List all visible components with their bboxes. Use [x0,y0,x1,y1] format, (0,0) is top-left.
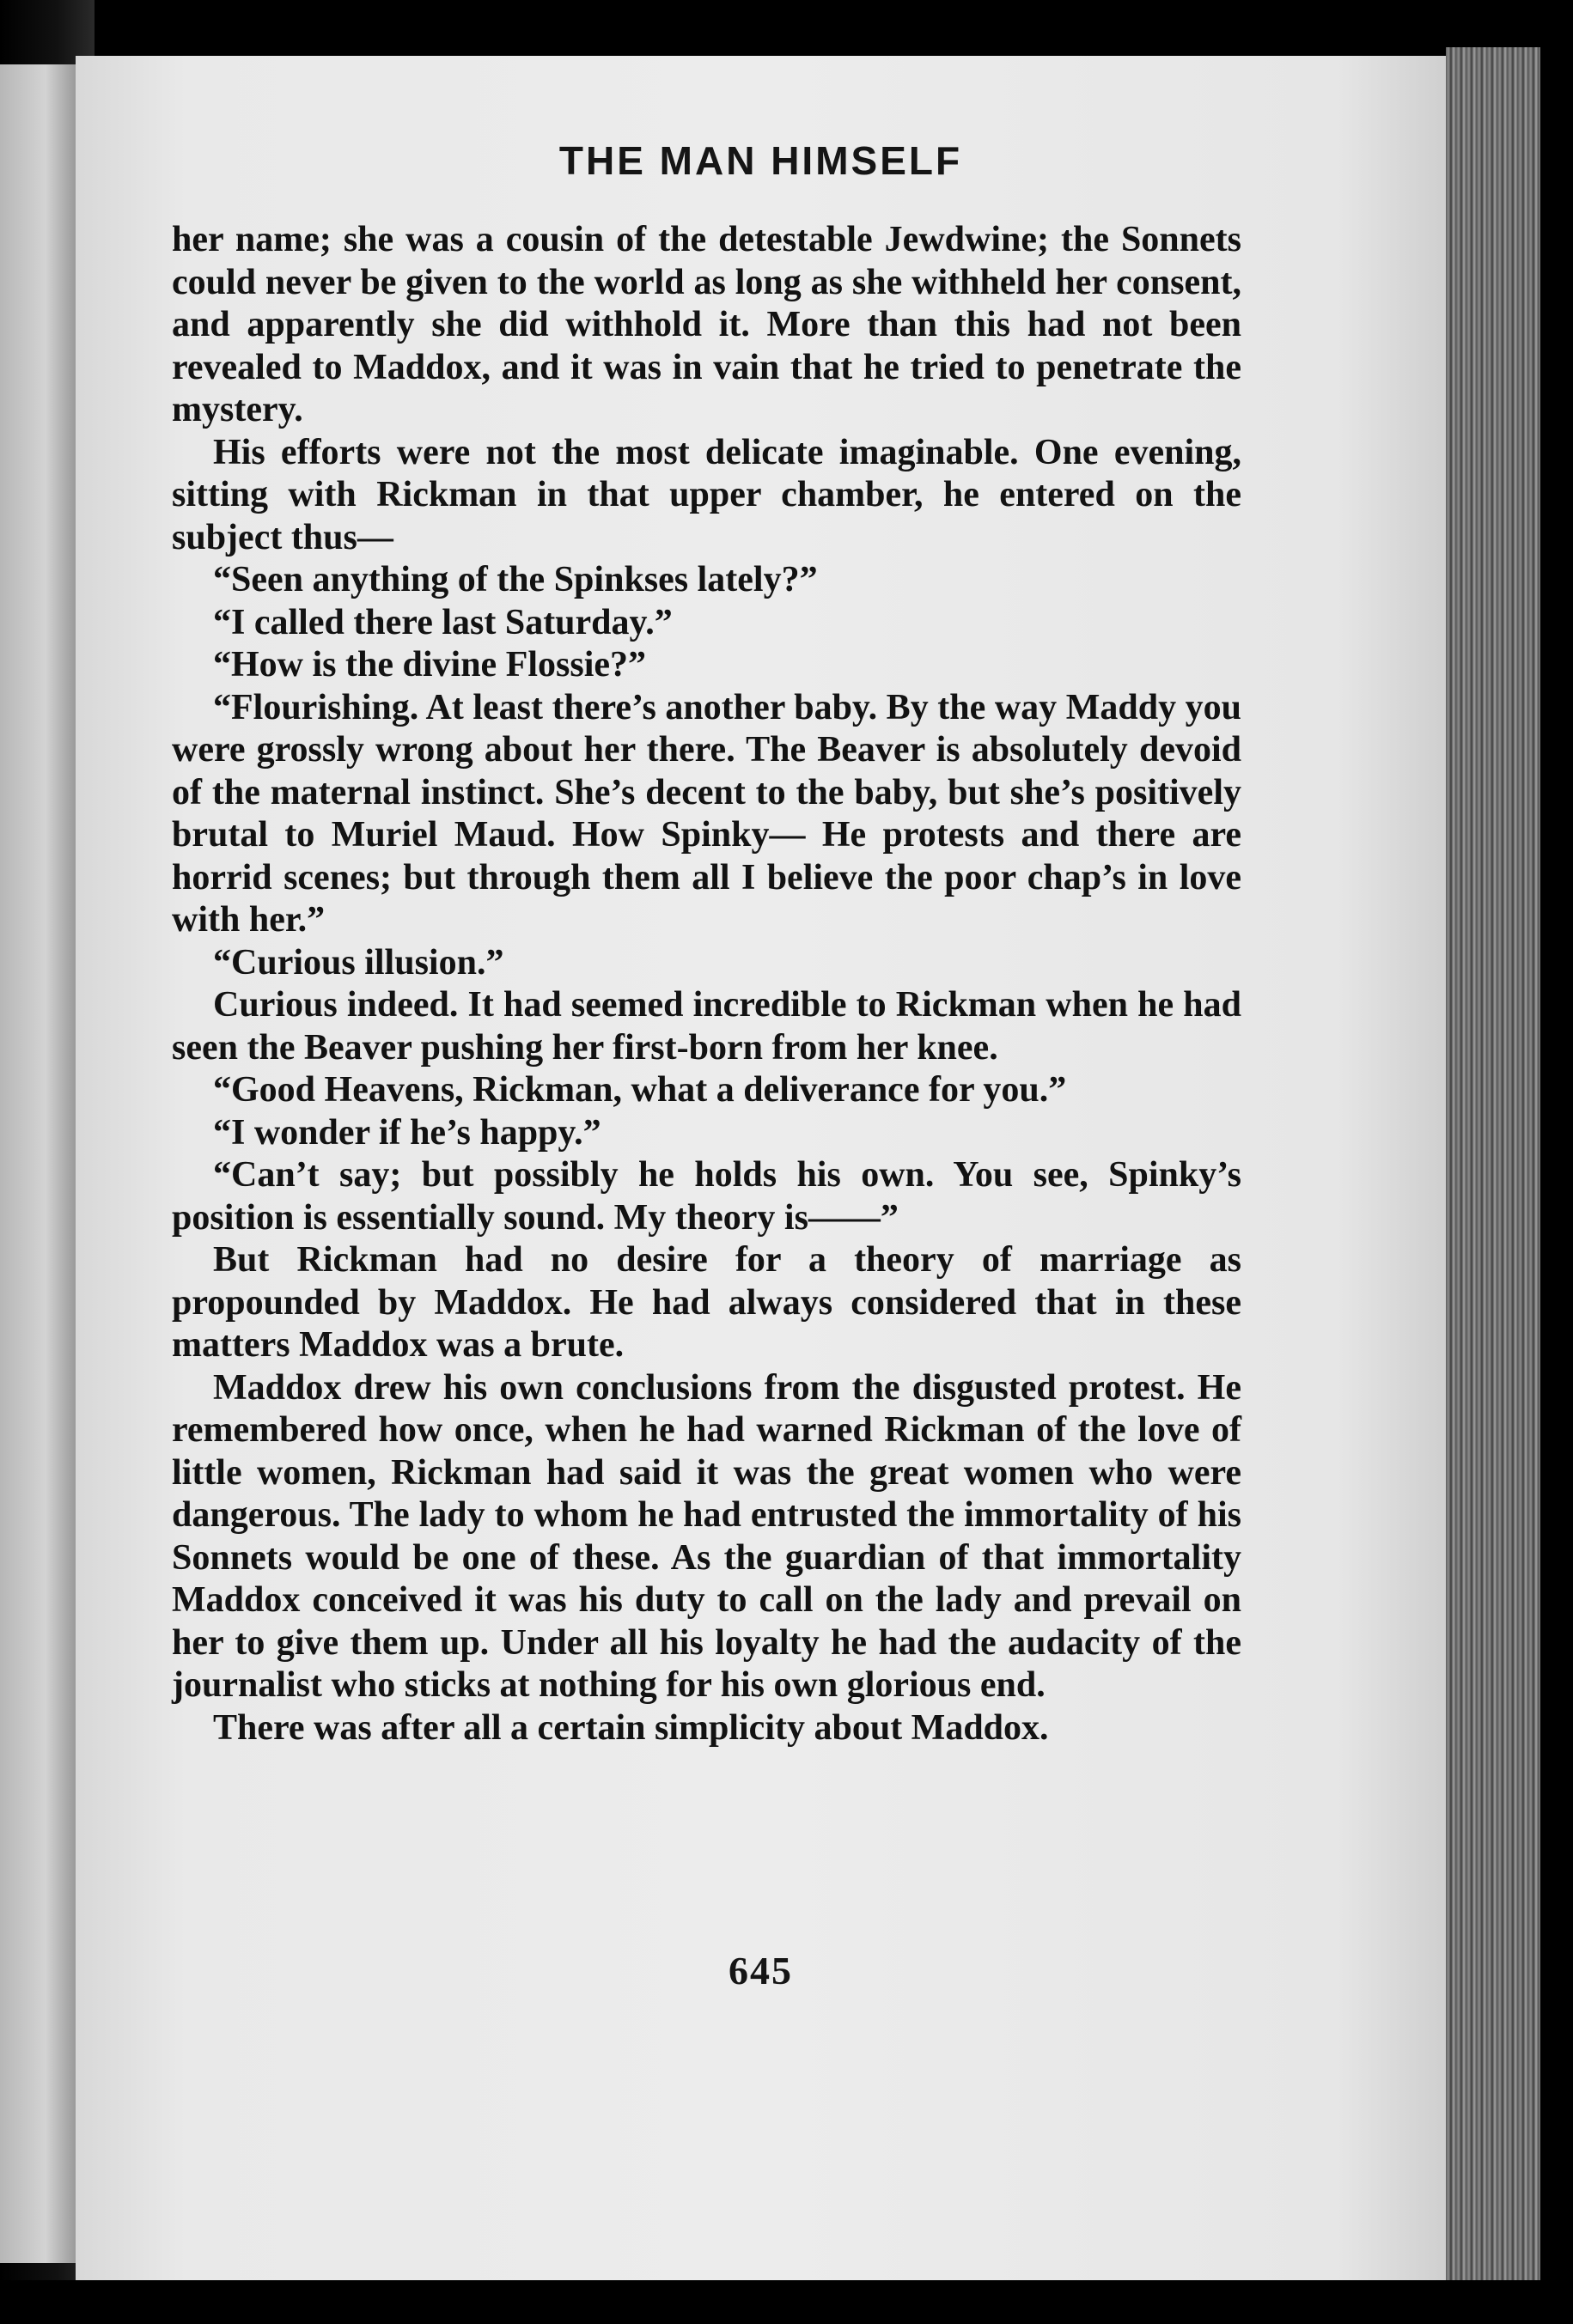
paragraph: Maddox drew his own conclusions from the disgusted protest. He remembered how once, when he had warned Rickman of the love of little women, Rickman had said it was the great women who were dangerous. The lady to whom he had entrusted the immortality of his Sonnets would be one of these. As the guardian of that immortality Maddox conceived it was his duty to call on the lady and prevail on her to give them up. Under all his loyalty he had the audacity of the journalist who sticks at nothing for his own glorious end. [172,1367,1241,1705]
body-text [172,219,1241,1749]
paragraph: “Flourishing. At least there’s another baby. By the way Maddy you were grossly wrong about her there. The Beaver is absolutely devoid of the maternal instinct. She’s decent to the baby, but she’s positively brutal to Muriel Maud. How Spinky— He protests and there are horrid scenes; but through them all I believe the poor chap’s in love with her.” [172,687,1241,940]
scan-border-top [0,0,1573,58]
page-number: 645 [729,1949,793,1992]
paragraph: “I wonder if he’s happy.” [213,1112,601,1153]
page-stack-edge [1446,47,1540,2289]
paragraph: “I called there last Saturday.” [213,602,673,642]
paragraph: Curious indeed. It had seemed incredible to Rickman when he had seen the Beaver pushing her first-born from her knee. [172,985,1241,1068]
facing-page-edge [0,64,76,2263]
paragraph: “Curious illusion.” [213,942,504,983]
paragraph: “Good Heavens, Rickman, what a deliverance for you.” [213,1070,1067,1110]
paragraph: “Can’t say; but possibly he holds his own. You see, Spinky’s position is essentially sound. My theory is——” [172,1155,1241,1238]
paragraph: There was after all a certain simplicity about Maddox. [213,1707,1049,1748]
paragraph: But Rickman had no desire for a theory of marriage as propounded by Maddox. He had always considered that in these matters Maddox was a brute. [172,1240,1241,1365]
paragraph: “How is the divine Flossie?” [213,645,647,684]
running-head: THE MAN HIMSELF [558,138,963,183]
paragraph: “Seen anything of the Spinkses lately?” [213,560,818,599]
scan-border-right [1540,0,1573,2324]
scan-border-bottom [0,2280,1573,2324]
paragraph: His efforts were not the most delicate imaginable. One evening, sitting with Rickman in that upper chamber, he entered on the subject thus— [172,432,1241,557]
paragraph: her name; she was a cousin of the detestable Jewdwine; the Sonnets could never be given to the world as long as she withheld her consent, and apparently she did withhold it. More than this had not been revealed to Maddox, and it was in vain that he tried to penetrate the mystery. [172,220,1241,429]
